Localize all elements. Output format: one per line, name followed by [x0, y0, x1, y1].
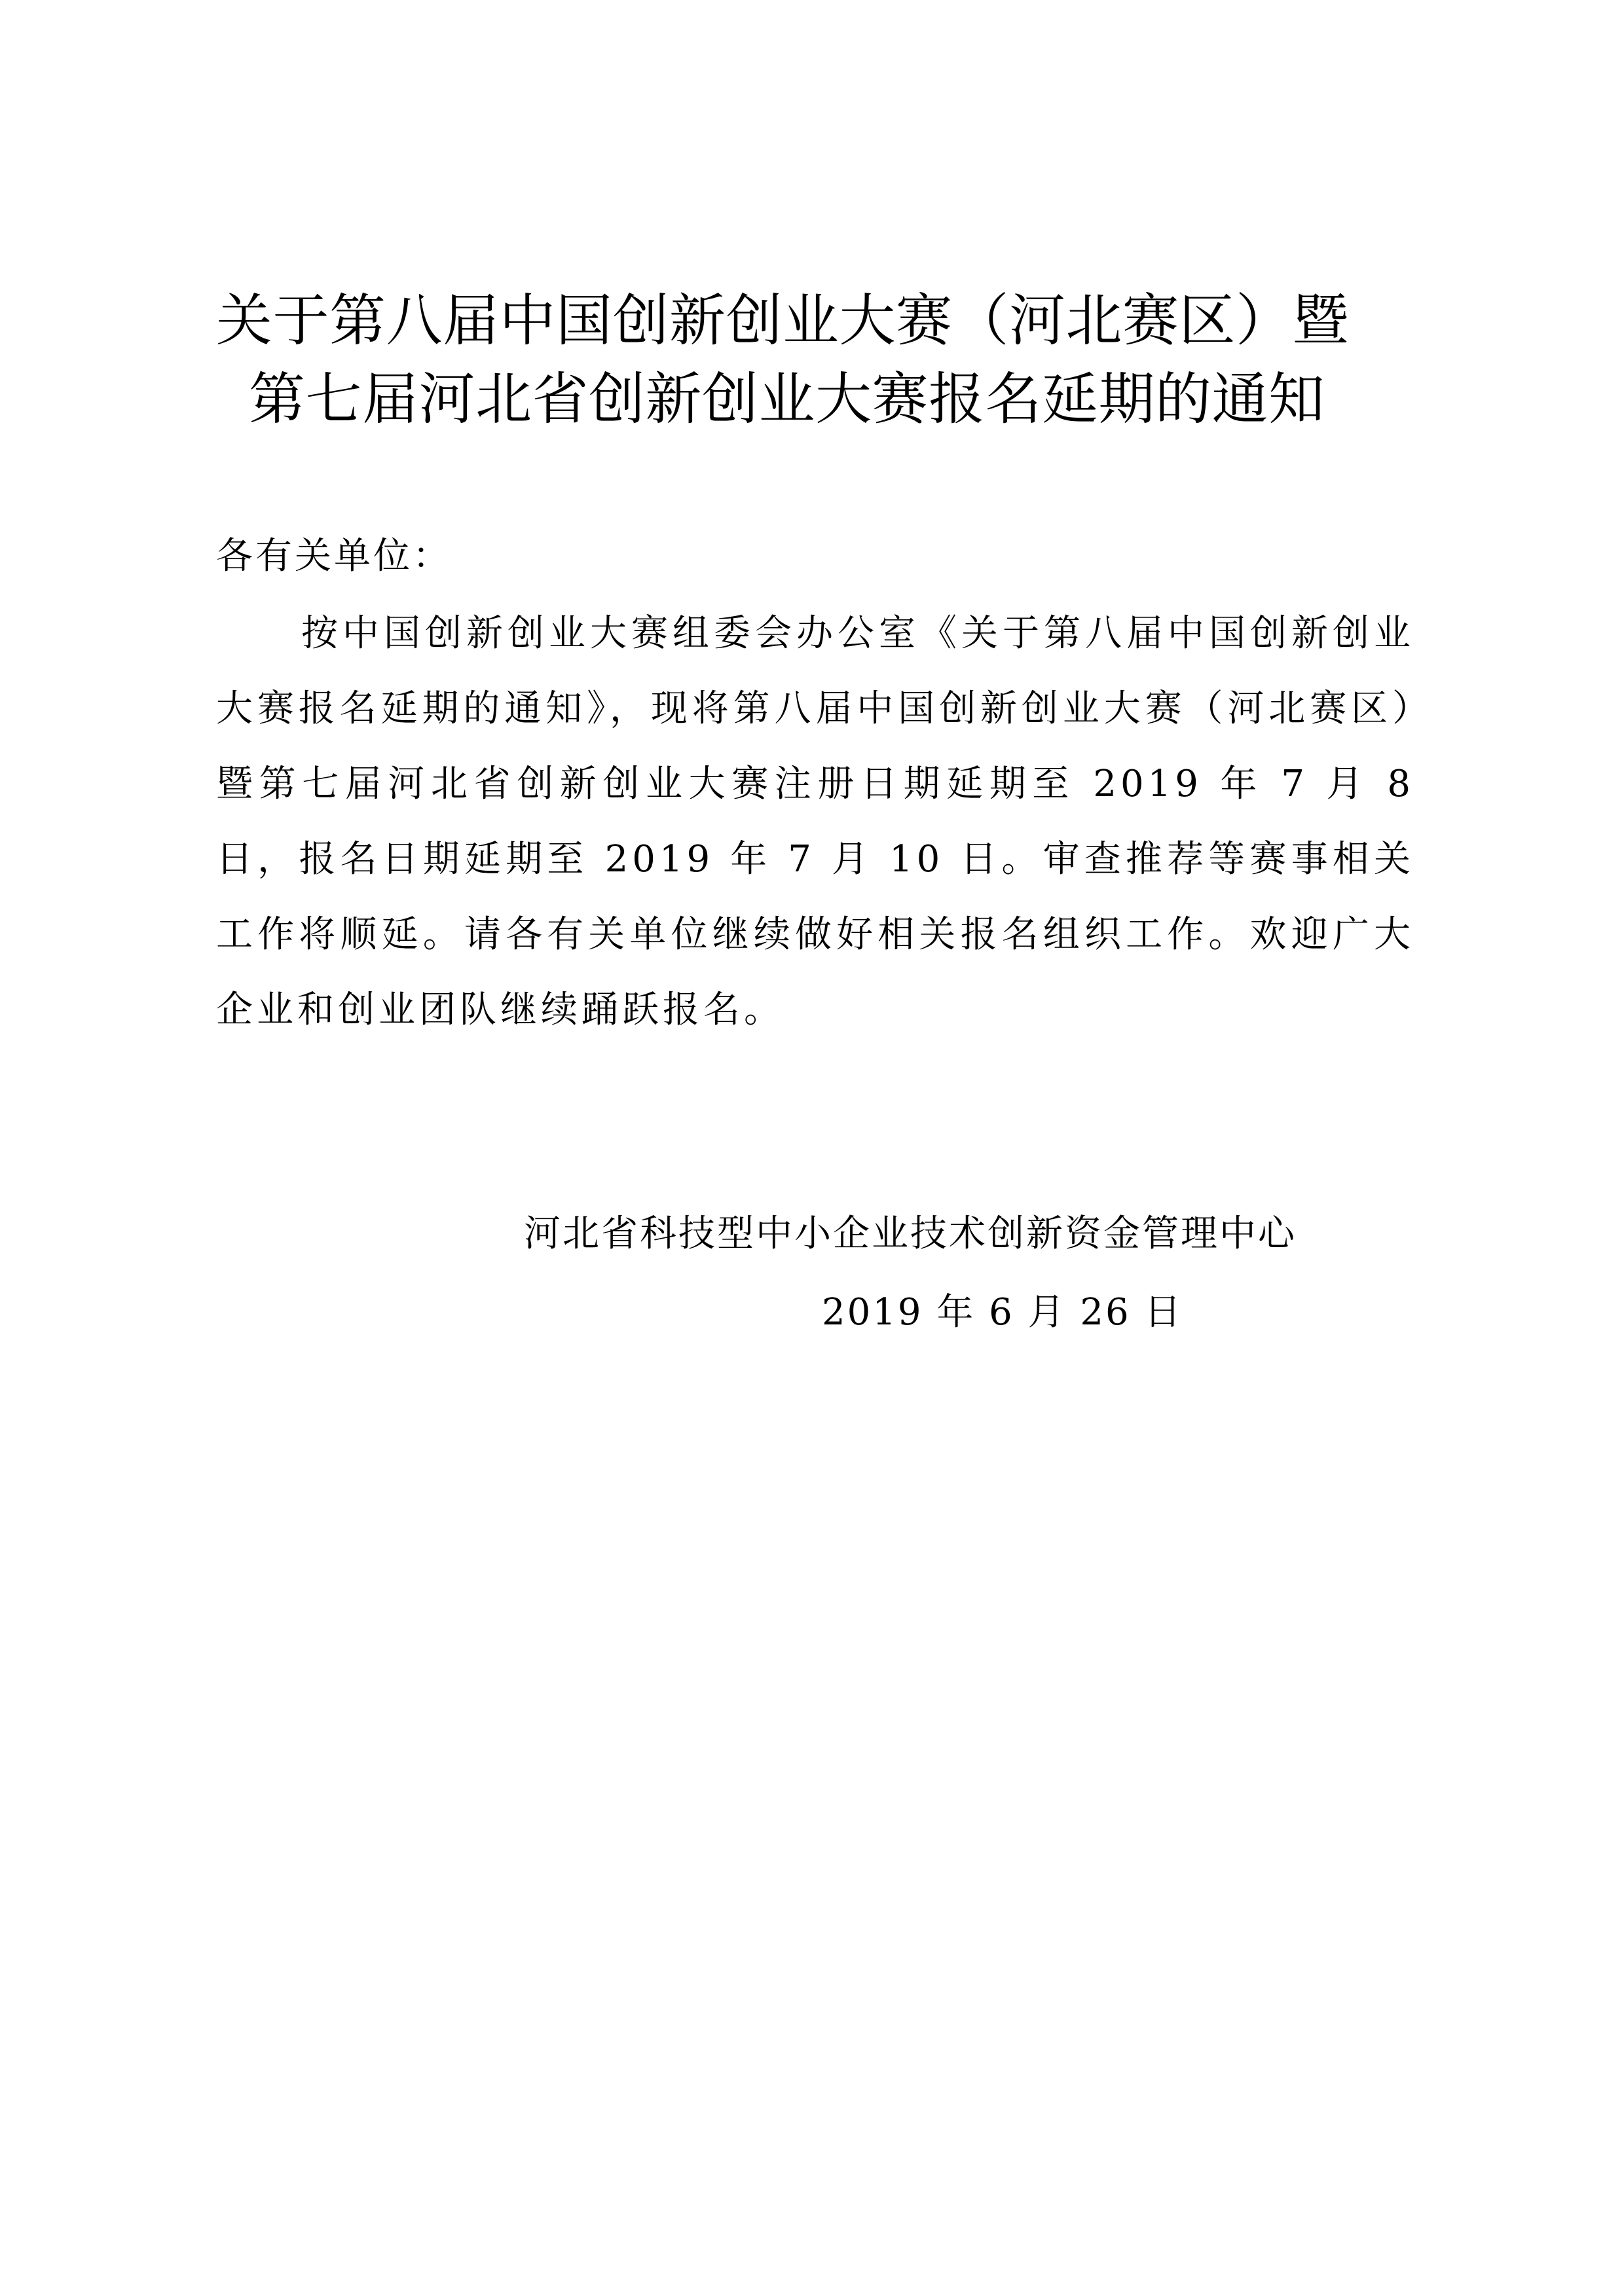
document-title-line-2: 第七届河北省创新创业大赛报名延期的通知	[249, 367, 1325, 432]
document-title-line-1: 关于第八届中国创新创业大赛（河北赛区）暨	[216, 288, 1349, 354]
body-paragraph: 按中国创新创业大赛组委会办公室《关于第八届中国创新创业大赛报名延期的通知》，现将第八届中国创新创业大赛（河北赛区）暨第七届河北省创新创业大赛注册日期延期至 2019 年 7 月 8 日，报名日期延期至 2019 年 7 月 10 日。审查推荐等赛事相关工作将顺延。请各有关单位继续做好相关报名组织工作。欢迎广大企业和创业团队继续踊跃报名。	[216, 612, 1414, 1031]
issue-date: 2019 年 6 月 26 日	[822, 1291, 1183, 1334]
issuing-organization: 河北省科技型中小企业技术创新资金管理中心	[524, 1212, 1297, 1255]
salutation: 各有关单位：	[216, 535, 452, 577]
